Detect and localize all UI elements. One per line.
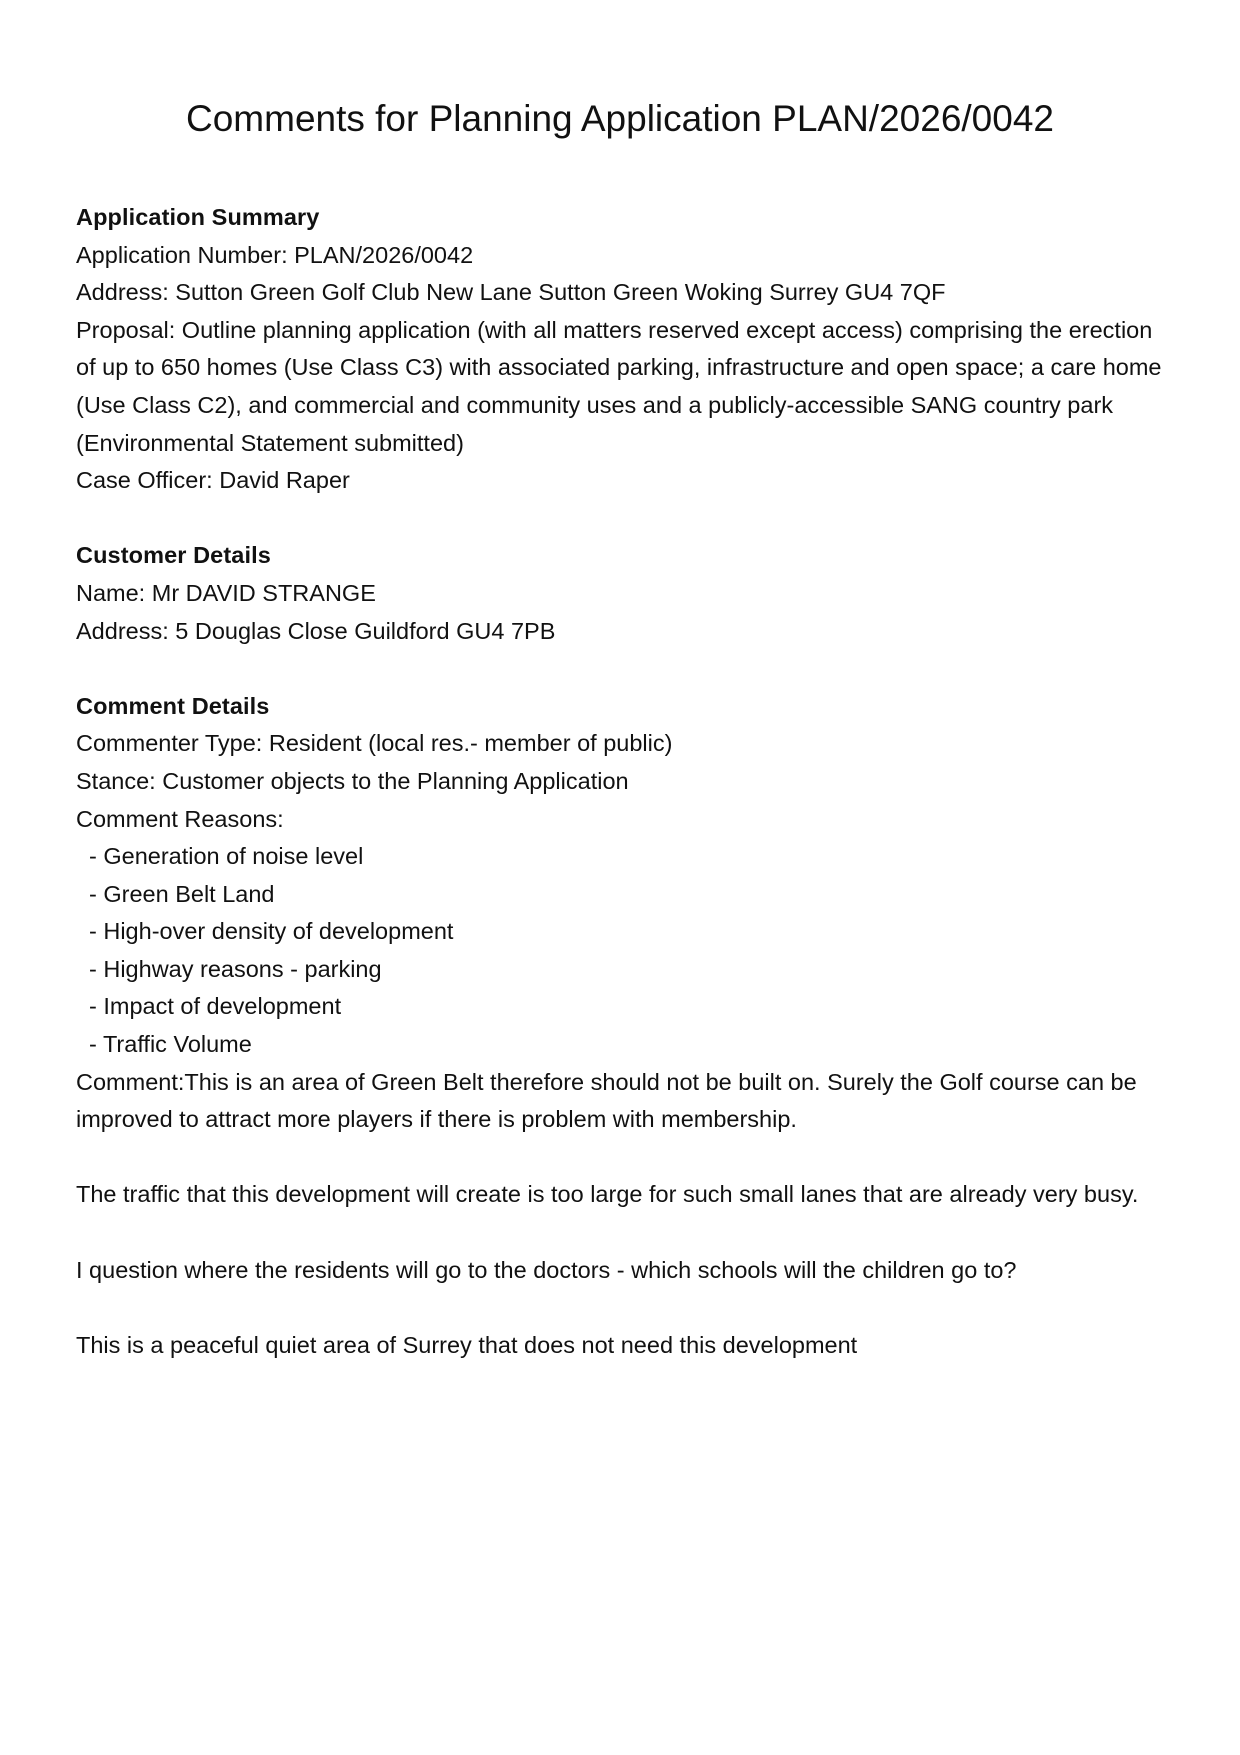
comment-reason-item: - Generation of noise level xyxy=(76,838,1166,876)
customer-name: Name: Mr DAVID STRANGE xyxy=(76,579,376,606)
case-officer: Case Officer: David Raper xyxy=(76,467,350,494)
paragraph-spacer xyxy=(76,1289,1166,1327)
comment-reasons-label: Comment Reasons: xyxy=(76,805,284,832)
comment-details-section xyxy=(76,688,1166,1365)
section-spacer xyxy=(76,500,1166,538)
customer-details-section xyxy=(76,537,1166,650)
application-address: Address: Sutton Green Golf Club New Lane Sutton Green Woking Surrey GU4 7QF xyxy=(76,279,946,306)
comment-paragraph: I question where the residents will go to the doctors - which schools will the children go to? xyxy=(76,1256,1017,1283)
document-body xyxy=(76,199,1166,1364)
customer-details-heading: Customer Details xyxy=(76,542,271,569)
stance: Stance: Customer objects to the Planning Application xyxy=(76,767,629,794)
application-summary-section xyxy=(76,199,1166,500)
comment-paragraph: The traffic that this development will create is too large for such small lanes that are already very busy. xyxy=(76,1181,1139,1208)
document-title: Comments for Planning Application PLAN/2026/0042 xyxy=(186,98,1054,139)
paragraph-spacer xyxy=(76,1214,1166,1252)
comment-reason-item: - High-over density of development xyxy=(76,913,1166,951)
customer-address: Address: 5 Douglas Close Guildford GU4 7PB xyxy=(76,617,556,644)
comment-paragraph: This is a peaceful quiet area of Surrey that does not need this development xyxy=(76,1331,858,1358)
application-number: Application Number: PLAN/2026/0042 xyxy=(76,241,474,268)
commenter-type: Commenter Type: Resident (local res.- member of public) xyxy=(76,730,673,757)
comment-details-heading: Comment Details xyxy=(76,692,270,719)
comment-reason-item: - Impact of development xyxy=(76,988,1166,1026)
comment-reasons-list xyxy=(76,838,1166,1064)
paragraph-spacer xyxy=(76,1139,1166,1177)
comment-reason-item: - Highway reasons - parking xyxy=(76,951,1166,989)
application-proposal: Proposal: Outline planning application (with all matters reserved except access) comprising the erection of up to 650 homes (Use Class C3) with associated parking, infrastructure and open space; a care home (Use Class C2), and commercial and community uses and a publicly-accessible SANG country park (Environmental Statement submitted) xyxy=(76,316,1162,456)
comment-paragraph: Comment:This is an area of Green Belt therefore should not be built on. Surely the Golf course can be improved to attract more players if there is problem with membership. xyxy=(76,1068,1137,1133)
application-summary-heading: Application Summary xyxy=(76,204,320,230)
section-spacer xyxy=(76,650,1166,688)
comment-reason-item: - Green Belt Land xyxy=(76,876,1166,914)
comment-reason-item: - Traffic Volume xyxy=(76,1026,1166,1064)
